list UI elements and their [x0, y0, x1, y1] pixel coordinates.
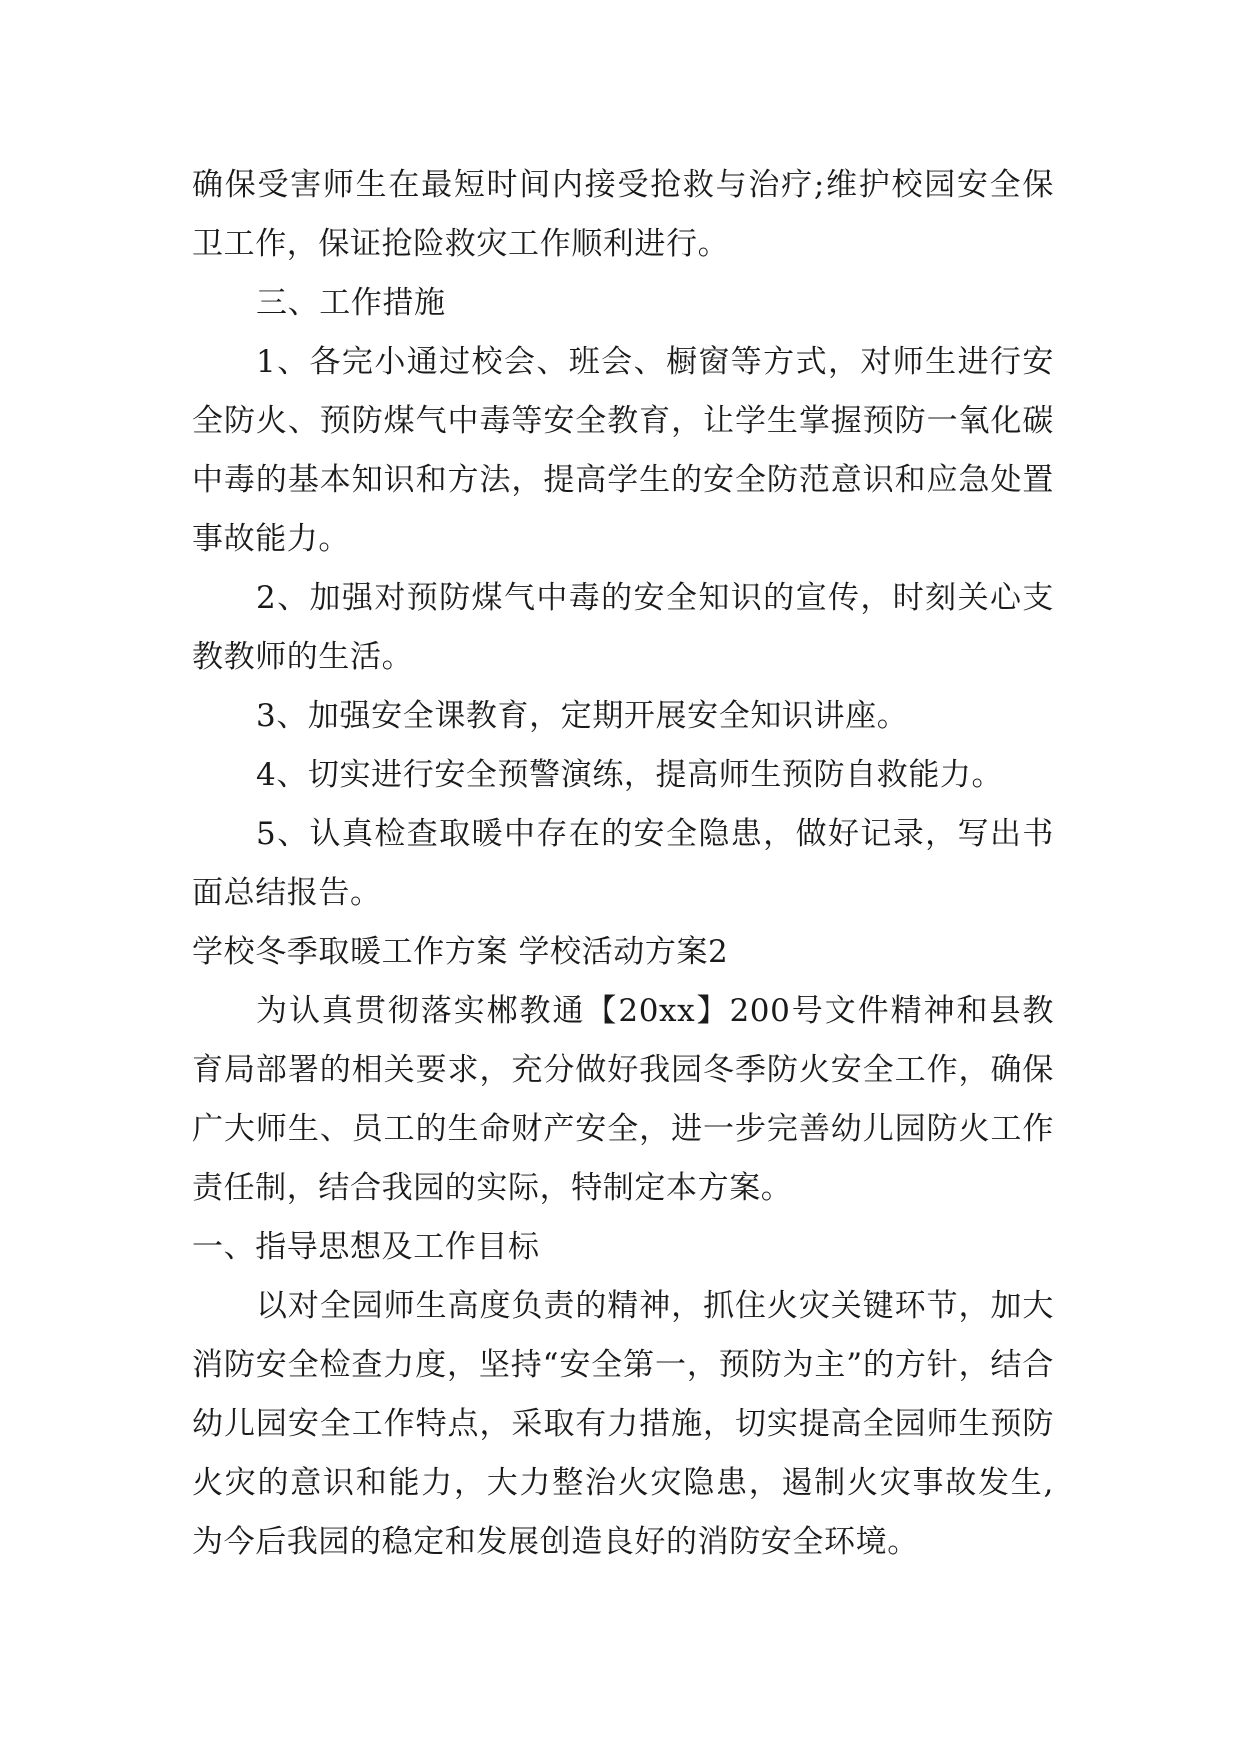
section-heading: 三、工作措施	[256, 285, 446, 321]
document-title: 学校冬季取暖工作方案 学校活动方案2	[192, 934, 729, 970]
paragraph: 确保受害师生在最短时间内接受抢救与治疗;维护校园安全保卫工作，保证抢险救灾工作顺利进行。	[192, 167, 1054, 262]
section-heading: 一、指导思想及工作目标	[192, 1229, 540, 1265]
paragraph: 为认真贯彻落实郴教通【20xx】200号文件精神和县教育局部署的相关要求，充分做好我园冬季防火安全工作，确保广大师生、员工的生命财产安全，进一步完善幼儿园防火工作责任制，结合我园的实际，特制定本方案。	[192, 993, 1054, 1206]
paragraph: 5、认真检查取暖中存在的安全隐患，做好记录，写出书面总结报告。	[192, 816, 1054, 911]
paragraph: 1、各完小通过校会、班会、橱窗等方式，对师生进行安全防火、预防煤气中毒等安全教育，让学生掌握预防一氧化碳中毒的基本知识和方法，提高学生的安全防范意识和应急处置事故能力。	[192, 344, 1054, 557]
paragraph: 以对全园师生高度负责的精神，抓住火灾关键环节，加大消防安全检查力度，坚持“安全第一，预防为主”的方针，结合幼儿园安全工作特点，采取有力措施，切实提高全园师生预防火灾的意识和能力，大力整治火灾隐患，遏制火灾事故发生,为今后我园的稳定和发展创造良好的消防安全环境。	[192, 1288, 1054, 1560]
paragraph: 3、加强安全课教育，定期开展安全知识讲座。	[256, 698, 909, 734]
paragraph: 4、切实进行安全预警演练，提高师生预防自救能力。	[256, 757, 1004, 793]
document-body	[192, 156, 1054, 1572]
paragraph: 2、加强对预防煤气中毒的安全知识的宣传，时刻关心支教教师的生活。	[192, 580, 1054, 675]
